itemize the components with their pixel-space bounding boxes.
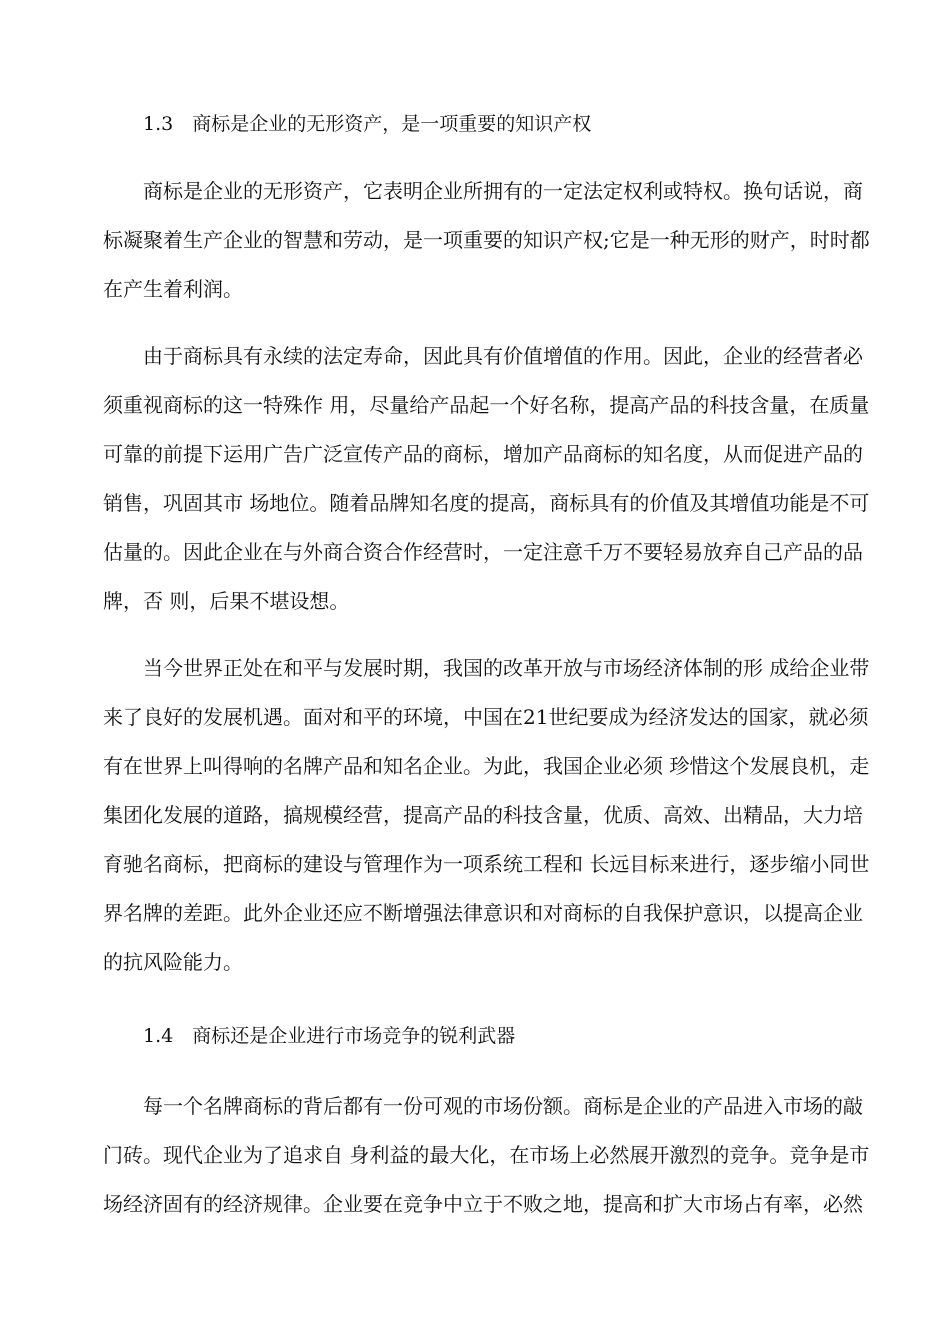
paragraph-line: 标凝聚着生产企业的智慧和劳动，是一项重要的知识产权;它是一种无形的财产，时时都 bbox=[103, 228, 870, 252]
paragraph-line: 界名牌的差距。此外企业还应不断增强法律意识和对商标的自我保护意识，以提高企业 bbox=[103, 901, 863, 925]
section-heading-1-4: 1.4 商标还是企业进行市场竞争的锐利武器 bbox=[143, 1025, 516, 1047]
paragraph-line: 有在世界上叫得响的名牌产品和知名企业。为此，我国企业必须 珍惜这个发展良机，走 bbox=[103, 754, 870, 778]
paragraph-line: 场经济固有的经济规律。企业要在竞争中立于不败之地，提高和扩大市场占有率，必然 bbox=[103, 1192, 863, 1216]
paragraph-line: 当今世界正处在和平与发展时期，我国的改革开放与市场经济体制的形 成给企业带 bbox=[143, 656, 870, 680]
paragraph-line: 销售，巩固其市 场地位。随着品牌知名度的提高，商标具有的价值及其增值功能是不可 bbox=[103, 491, 870, 515]
paragraph-line: 商标是企业的无形资产，它表明企业所拥有的一定法定权利或特权。换句话说，商 bbox=[143, 179, 863, 203]
paragraph-line: 的抗风险能力。 bbox=[103, 950, 243, 974]
paragraph-line: 牌，否 则，后果不堪设想。 bbox=[103, 589, 350, 613]
section-heading-1-3: 1.3 商标是企业的无形资产，是一项重要的知识产权 bbox=[143, 113, 592, 135]
paragraph-line: 集团化发展的道路，搞规模经营，提高产品的科技含量，优质、高效、出精品，大力培 bbox=[103, 803, 863, 827]
paragraph-line: 由于商标具有永续的法定寿命，因此具有价值增值的作用。因此，企业的经营者必 bbox=[143, 344, 863, 368]
paragraph-line: 门砖。现代企业为了追求自 身利益的最大化，在市场上必然展开激烈的竞争。竞争是市 bbox=[103, 1143, 870, 1167]
paragraph-line: 来了良好的发展机遇。面对和平的环境，中国在21世纪要成为经济发达的国家，就必须 bbox=[103, 705, 869, 729]
paragraph-line: 每一个名牌商标的背后都有一份可观的市场份额。商标是企业的产品进入市场的敲 bbox=[143, 1094, 863, 1118]
paragraph-line: 可靠的前提下运用广告广泛宣传产品的商标，增加产品商标的知名度，从而促进产品的 bbox=[103, 442, 863, 466]
paragraph-line: 育驰名商标，把商标的建设与管理作为一项系统工程和 长远目标来进行，逐步缩小同世 bbox=[103, 852, 870, 876]
paragraph-line: 估量的。因此企业在与外商合资合作经营时，一定注意千万不要轻易放弃自己产品的品 bbox=[103, 540, 863, 564]
paragraph-line: 须重视商标的这一特殊作 用，尽量给产品起一个好名称，提高产品的科技含量，在质量 bbox=[103, 393, 870, 417]
paragraph-line: 在产生着利润。 bbox=[103, 277, 243, 301]
